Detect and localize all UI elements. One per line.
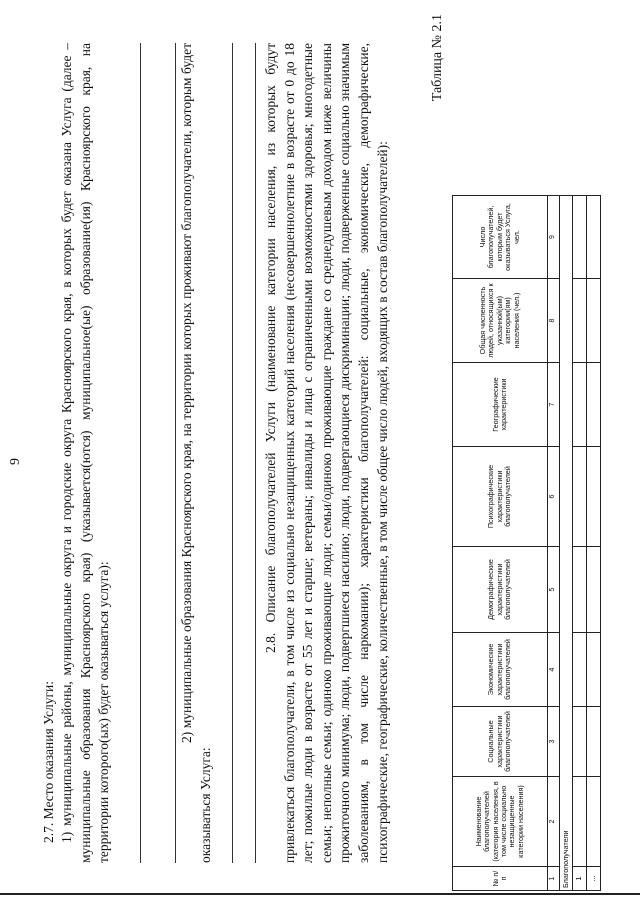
table-cell [573,447,587,547]
table-cell [573,633,587,707]
fill-in-line-2 [175,43,176,863]
table-cell [587,707,601,777]
table-cell [587,447,601,547]
col-header-number: № п/п [453,867,548,891]
col-number: 3 [548,707,560,777]
col-number: 2 [548,777,560,867]
col-number: 8 [548,279,560,363]
col-number: 1 [548,867,560,891]
fill-in-line-3 [232,43,233,863]
section-2-7-item-1: 1) муниципальные районы, муниципальные округа и городские округа Красноярского края, в которых будет оказана Услуга (далее – муниципальные образования Красноярского края) (указывается(ются) муниципальное(ые) образование(ия) Красноярского края, на территории которого(ых) будет оказываться услуга): [59,43,112,863]
table-cell [573,363,587,447]
table-cell [587,363,601,447]
table-cell [573,707,587,777]
table-cell [573,777,587,867]
section-2-7-title: 2.7. Место оказания Услуги: [41,681,56,843]
section-2-7-item-2: 2) муниципальные образования Красноярского края, на территории которых проживают благополучатели, которым будет оказываться Услуга: [179,43,213,863]
page-number: 9 [8,458,23,465]
col-number: 9 [548,196,560,279]
table-caption: Таблица № 2.1 [430,14,445,102]
table-cell [587,777,601,867]
beneficiaries-table [452,195,601,891]
table-row [573,196,587,891]
table-cell: 1 [573,867,587,891]
col-number: 6 [548,447,560,547]
col-header-demographic: Демографические характеристики благополучателей [453,547,548,633]
col-number: 7 [548,363,560,447]
section-2-8-text: 2.8. Описание благополучателей Услуги (наименование категории населения, из которых будут привлекаться благополучатели, в том числе из социально незащищенных категорий населения (несовершеннолетние в возрасте от 0 до 18 лет; пожилые люди в возрасте от 55 лет и старше; ветераны; инвалиды и лица с ограниченными возможностями здоровья; многодетные семьи; неполные семьи; одиноко проживающие люди; семьи/одиноко проживающие граждане со среднедушевым доходом ниже величины прожиточного минимума; люди, подвергшиеся насилию; люди, подвергающиеся дискриминации; люди, подверженные социально значимым заболеваниям, в том числе наркомании); характеристики благополучателей: социальные, экономические, демографические, психографические, географические, количественные, в том числе общее число людей, входящих в состав благополучателей): [263,43,390,863]
fill-in-line-1 [140,43,141,863]
fill-in-line-4 [255,43,256,863]
table-cell [573,196,587,279]
table-cell [573,279,587,363]
table-cell: ... [587,867,601,891]
table-row [587,196,601,891]
table-cell [587,279,601,363]
col-header-geographic: Географические характеристики [453,363,548,447]
col-header-recipients: Число благополучателей, которым будет оказываться Услуга, чел. [453,196,548,279]
table-cell [587,547,601,633]
col-header-psychographic: Психографические характеристики благополучателей [453,447,548,547]
col-header-total: Общая численность людей, относящихся к указанной(ым) категории(ям) населения (чел.) [453,279,548,363]
col-header-social: Социальные характеристики благополучателей [453,707,548,777]
col-header-name: Наименование благополучателей (категория населения, в том числе социально незащищенные категории населения) [453,777,548,867]
page-bottom-edge [0,893,640,895]
col-header-economic: Экономические характеристики благополучателей [453,633,548,707]
table-cell [573,547,587,633]
group-label: Благополучатели [560,196,573,891]
col-number: 5 [548,547,560,633]
table-cell [587,196,601,279]
col-number: 4 [548,633,560,707]
table-cell [587,633,601,707]
